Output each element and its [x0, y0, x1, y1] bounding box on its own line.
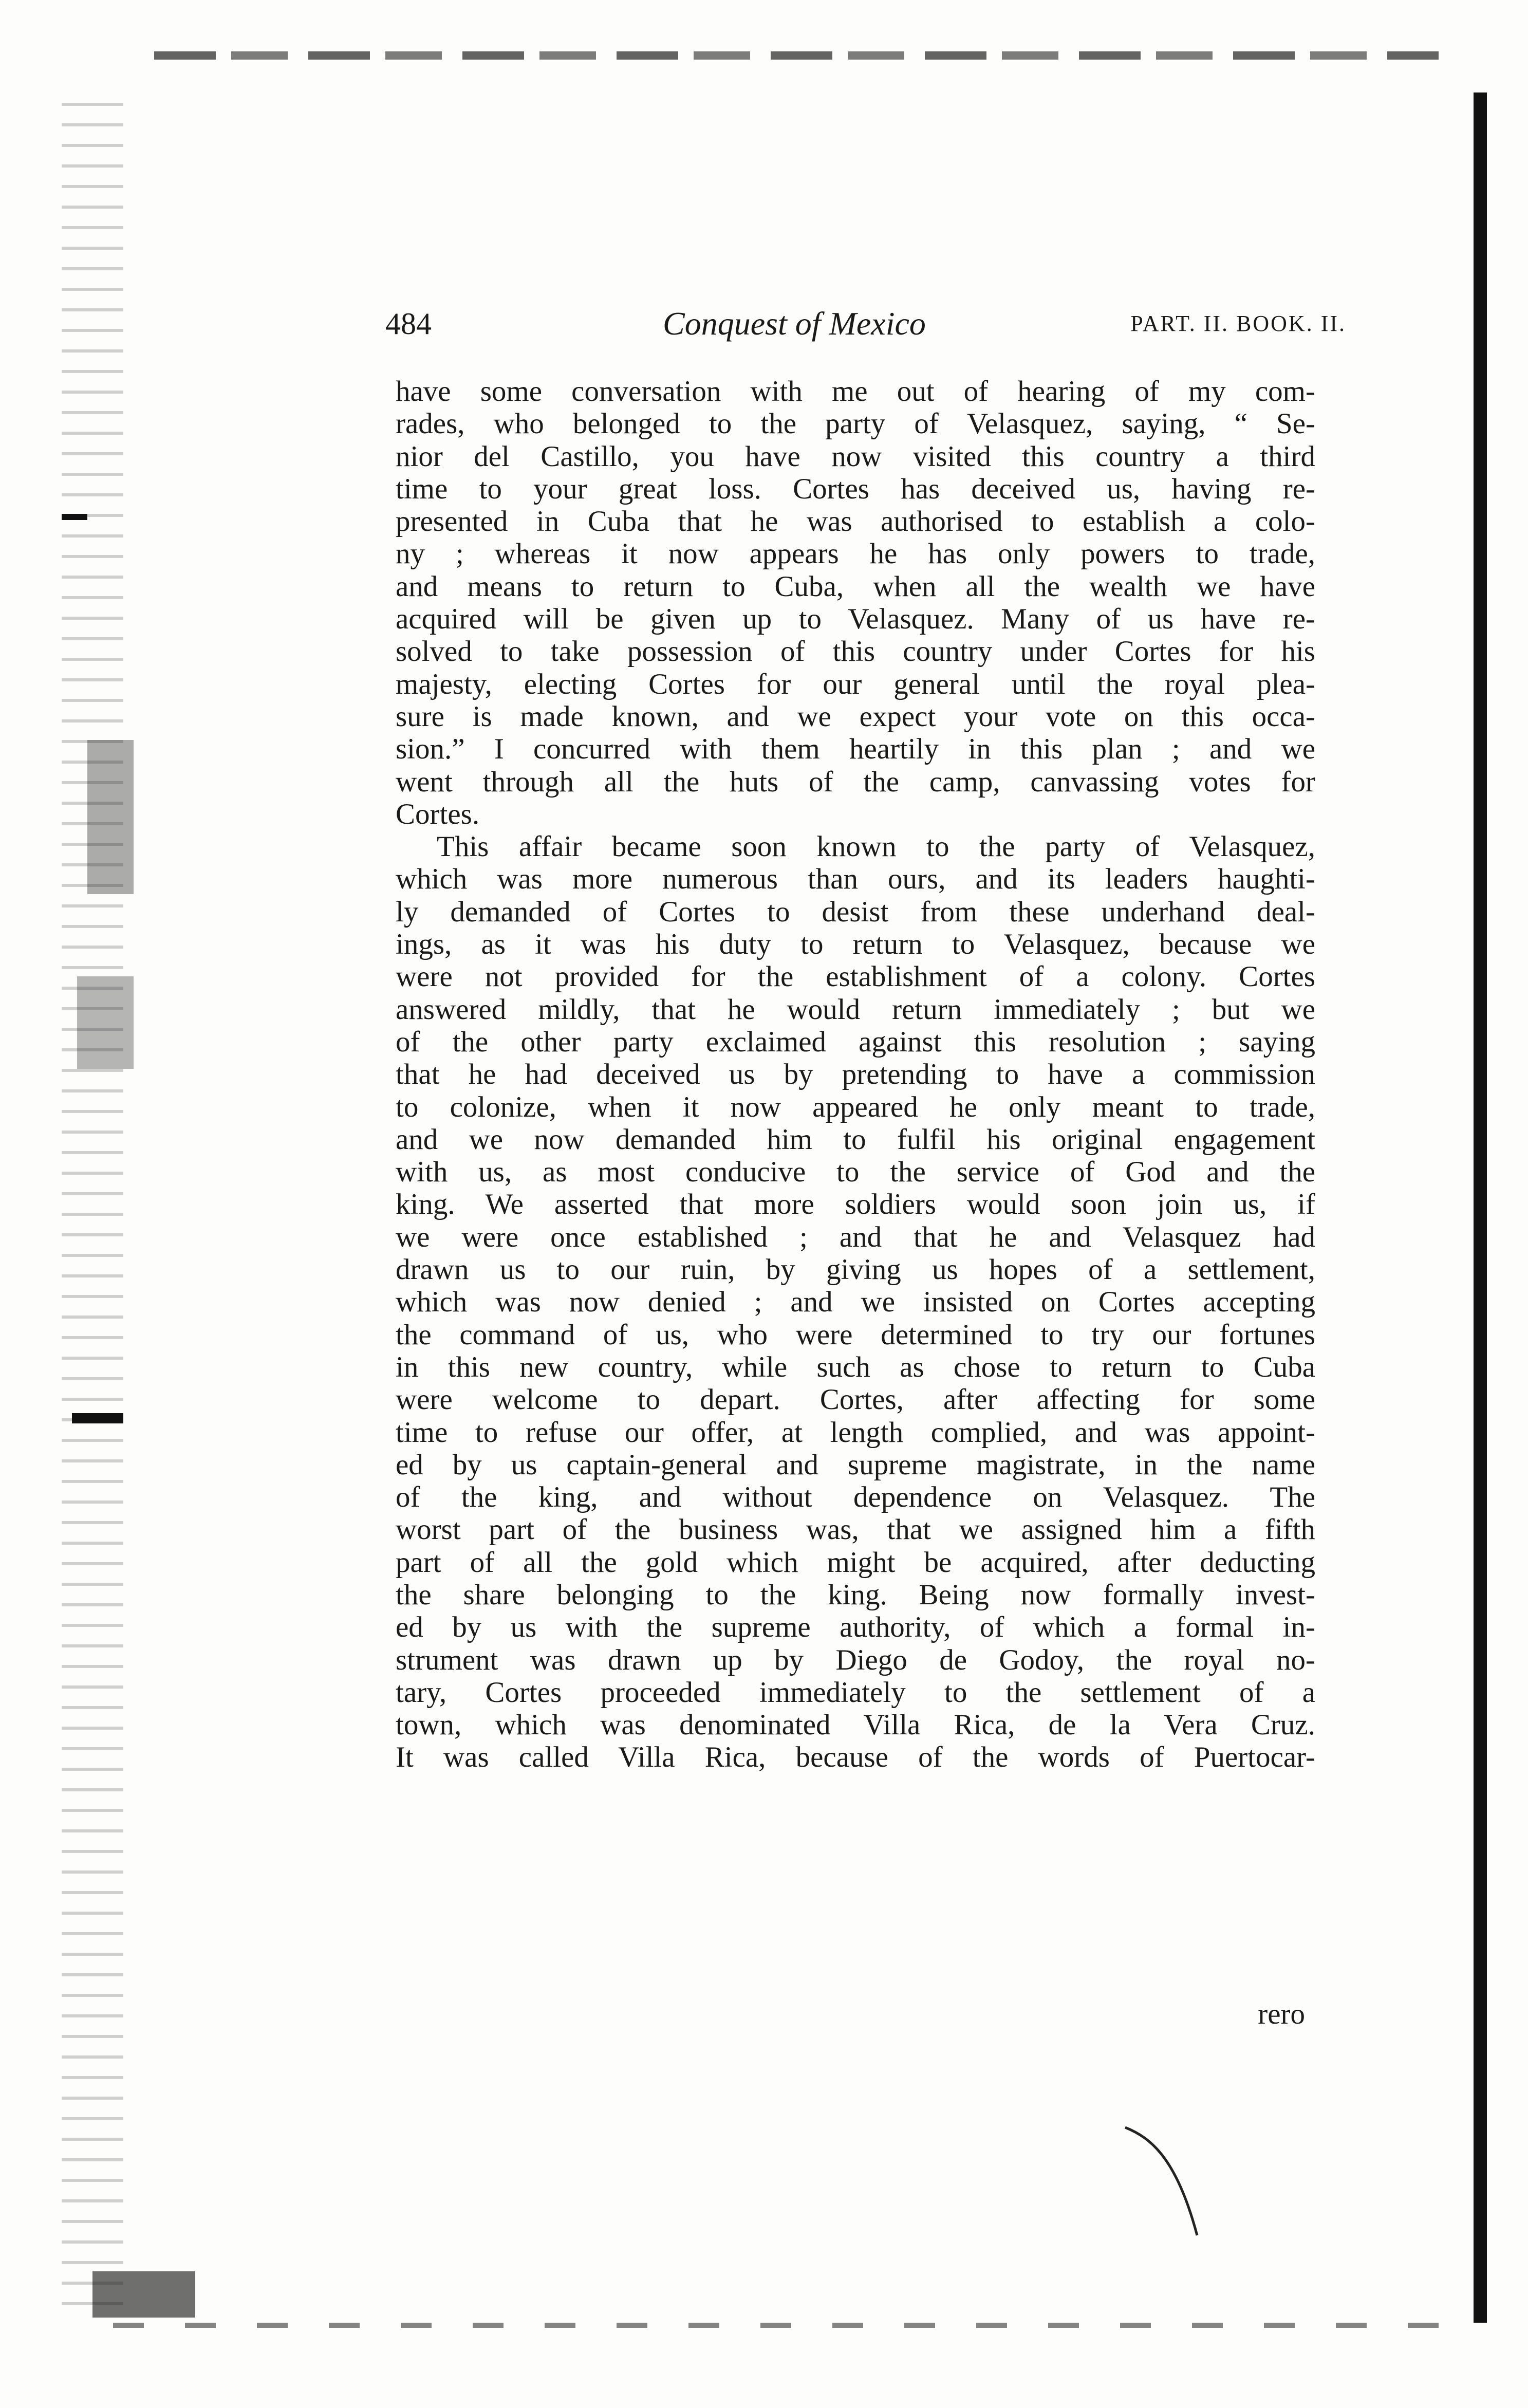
- text-line: time to refuse our offer, at length complied, and was appoint-: [396, 1416, 1315, 1449]
- text-line: presented in Cuba that he was authorised to establish a colo-: [396, 505, 1315, 538]
- page-header: [385, 301, 1346, 347]
- pencil-mark: [1120, 2107, 1213, 2240]
- text-line: we were once established ; and that he and Velasquez had: [396, 1220, 1315, 1253]
- part-book-label: PART. II. BOOK. II.: [1130, 311, 1346, 336]
- text-line: strument was drawn up by Diego de Godoy, the royal no-: [396, 1643, 1315, 1676]
- text-line: nior del Castillo, you have now visited this country a third: [396, 440, 1315, 473]
- text-line: the share belonging to the king. Being now formally invest-: [396, 1578, 1315, 1611]
- text-line: It was called Villa Rica, because of the words of Puertocar-: [396, 1741, 1315, 1774]
- scan-binding-shadow: [62, 103, 123, 2323]
- scan-mark: [72, 1413, 123, 1423]
- text-line: sure is made known, and we expect your vote on this occa-: [396, 700, 1315, 733]
- text-line: to colonize, when it now appeared he only meant to trade,: [396, 1090, 1315, 1123]
- text-line: the command of us, who were determined to try our fortunes: [396, 1318, 1315, 1351]
- text-line: which was more numerous than ours, and its leaders haughti-: [396, 863, 1315, 896]
- scan-mark: [87, 740, 134, 894]
- text-line: in this new country, while such as chose to return to Cuba: [396, 1350, 1315, 1383]
- text-line: went through all the huts of the camp, canvassing votes for: [396, 765, 1315, 798]
- text-line: ed by us with the supreme authority, of which a formal in-: [396, 1611, 1315, 1644]
- text-line: town, which was denominated Villa Rica, de la Vera Cruz.: [396, 1709, 1315, 1742]
- text-line: that he had deceived us by pretending to have a commission: [396, 1058, 1315, 1091]
- page-number: 484: [385, 307, 432, 341]
- text-line: sion.” I concurred with them heartily in this plan ; and we: [396, 733, 1315, 766]
- text-line: solved to take possession of this country under Cortes for his: [396, 635, 1315, 668]
- text-line: king. We asserted that more soldiers would soon join us, if: [396, 1188, 1315, 1221]
- text-line: were not provided for the establishment of a colony. Cortes: [396, 960, 1315, 993]
- text-line: This affair became soon known to the party of Velasquez,: [437, 830, 1315, 863]
- text-line: which was now denied ; and we insisted on Cortes accepting: [396, 1286, 1315, 1319]
- text-line: time to your great loss. Cortes has deceived us, having re-: [396, 472, 1315, 505]
- catchword: rero: [1258, 1998, 1305, 2030]
- text-line: of the king, and without dependence on Velasquez. The: [396, 1481, 1315, 1514]
- scan-mark: [92, 2271, 195, 2318]
- text-line: and we now demanded him to fulfil his original engagement: [396, 1123, 1315, 1156]
- text-line: and means to return to Cuba, when all the wealth we have: [396, 570, 1315, 603]
- text-line: have some conversation with me out of hearing of my com-: [396, 375, 1315, 407]
- running-title: Conquest of Mexico: [663, 305, 926, 342]
- scan-mark: [77, 976, 134, 1069]
- text-line: drawn us to our ruin, by giving us hopes of a settlement,: [396, 1253, 1315, 1286]
- text-line: answered mildly, that he would return immediately ; but we: [396, 993, 1315, 1026]
- text-line: with us, as most conducive to the service of God and the: [396, 1156, 1315, 1189]
- body-text: [396, 375, 1315, 1953]
- scan-top-edge: [154, 51, 1439, 60]
- text-line: tary, Cortes proceeded immediately to the settlement of a: [396, 1676, 1315, 1709]
- text-line: ly demanded of Cortes to desist from these underhand deal-: [396, 895, 1315, 928]
- text-line: worst part of the business was, that we assigned him a fifth: [396, 1513, 1315, 1546]
- scan-mark: [62, 514, 87, 520]
- text-line: ings, as it was his duty to return to Velasquez, because we: [396, 928, 1315, 961]
- text-line: acquired will be given up to Velasquez. Many of us have re-: [396, 603, 1315, 636]
- text-line: ed by us captain-general and supreme magistrate, in the name: [396, 1448, 1315, 1481]
- text-line: were welcome to depart. Cortes, after affecting for some: [396, 1383, 1315, 1416]
- text-line: part of all the gold which might be acquired, after deducting: [396, 1546, 1315, 1579]
- text-line: Cortes.: [396, 798, 480, 830]
- text-line: ny ; whereas it now appears he has only powers to trade,: [396, 538, 1315, 570]
- text-line: rades, who belonged to the party of Velasquez, saying, “ Se-: [396, 407, 1315, 440]
- scan-bottom-edge: [113, 2323, 1475, 2328]
- scan-right-edge: [1474, 92, 1487, 2323]
- text-line: of the other party exclaimed against this resolution ; saying: [396, 1025, 1315, 1058]
- text-line: majesty, electing Cortes for our general until the royal plea-: [396, 668, 1315, 700]
